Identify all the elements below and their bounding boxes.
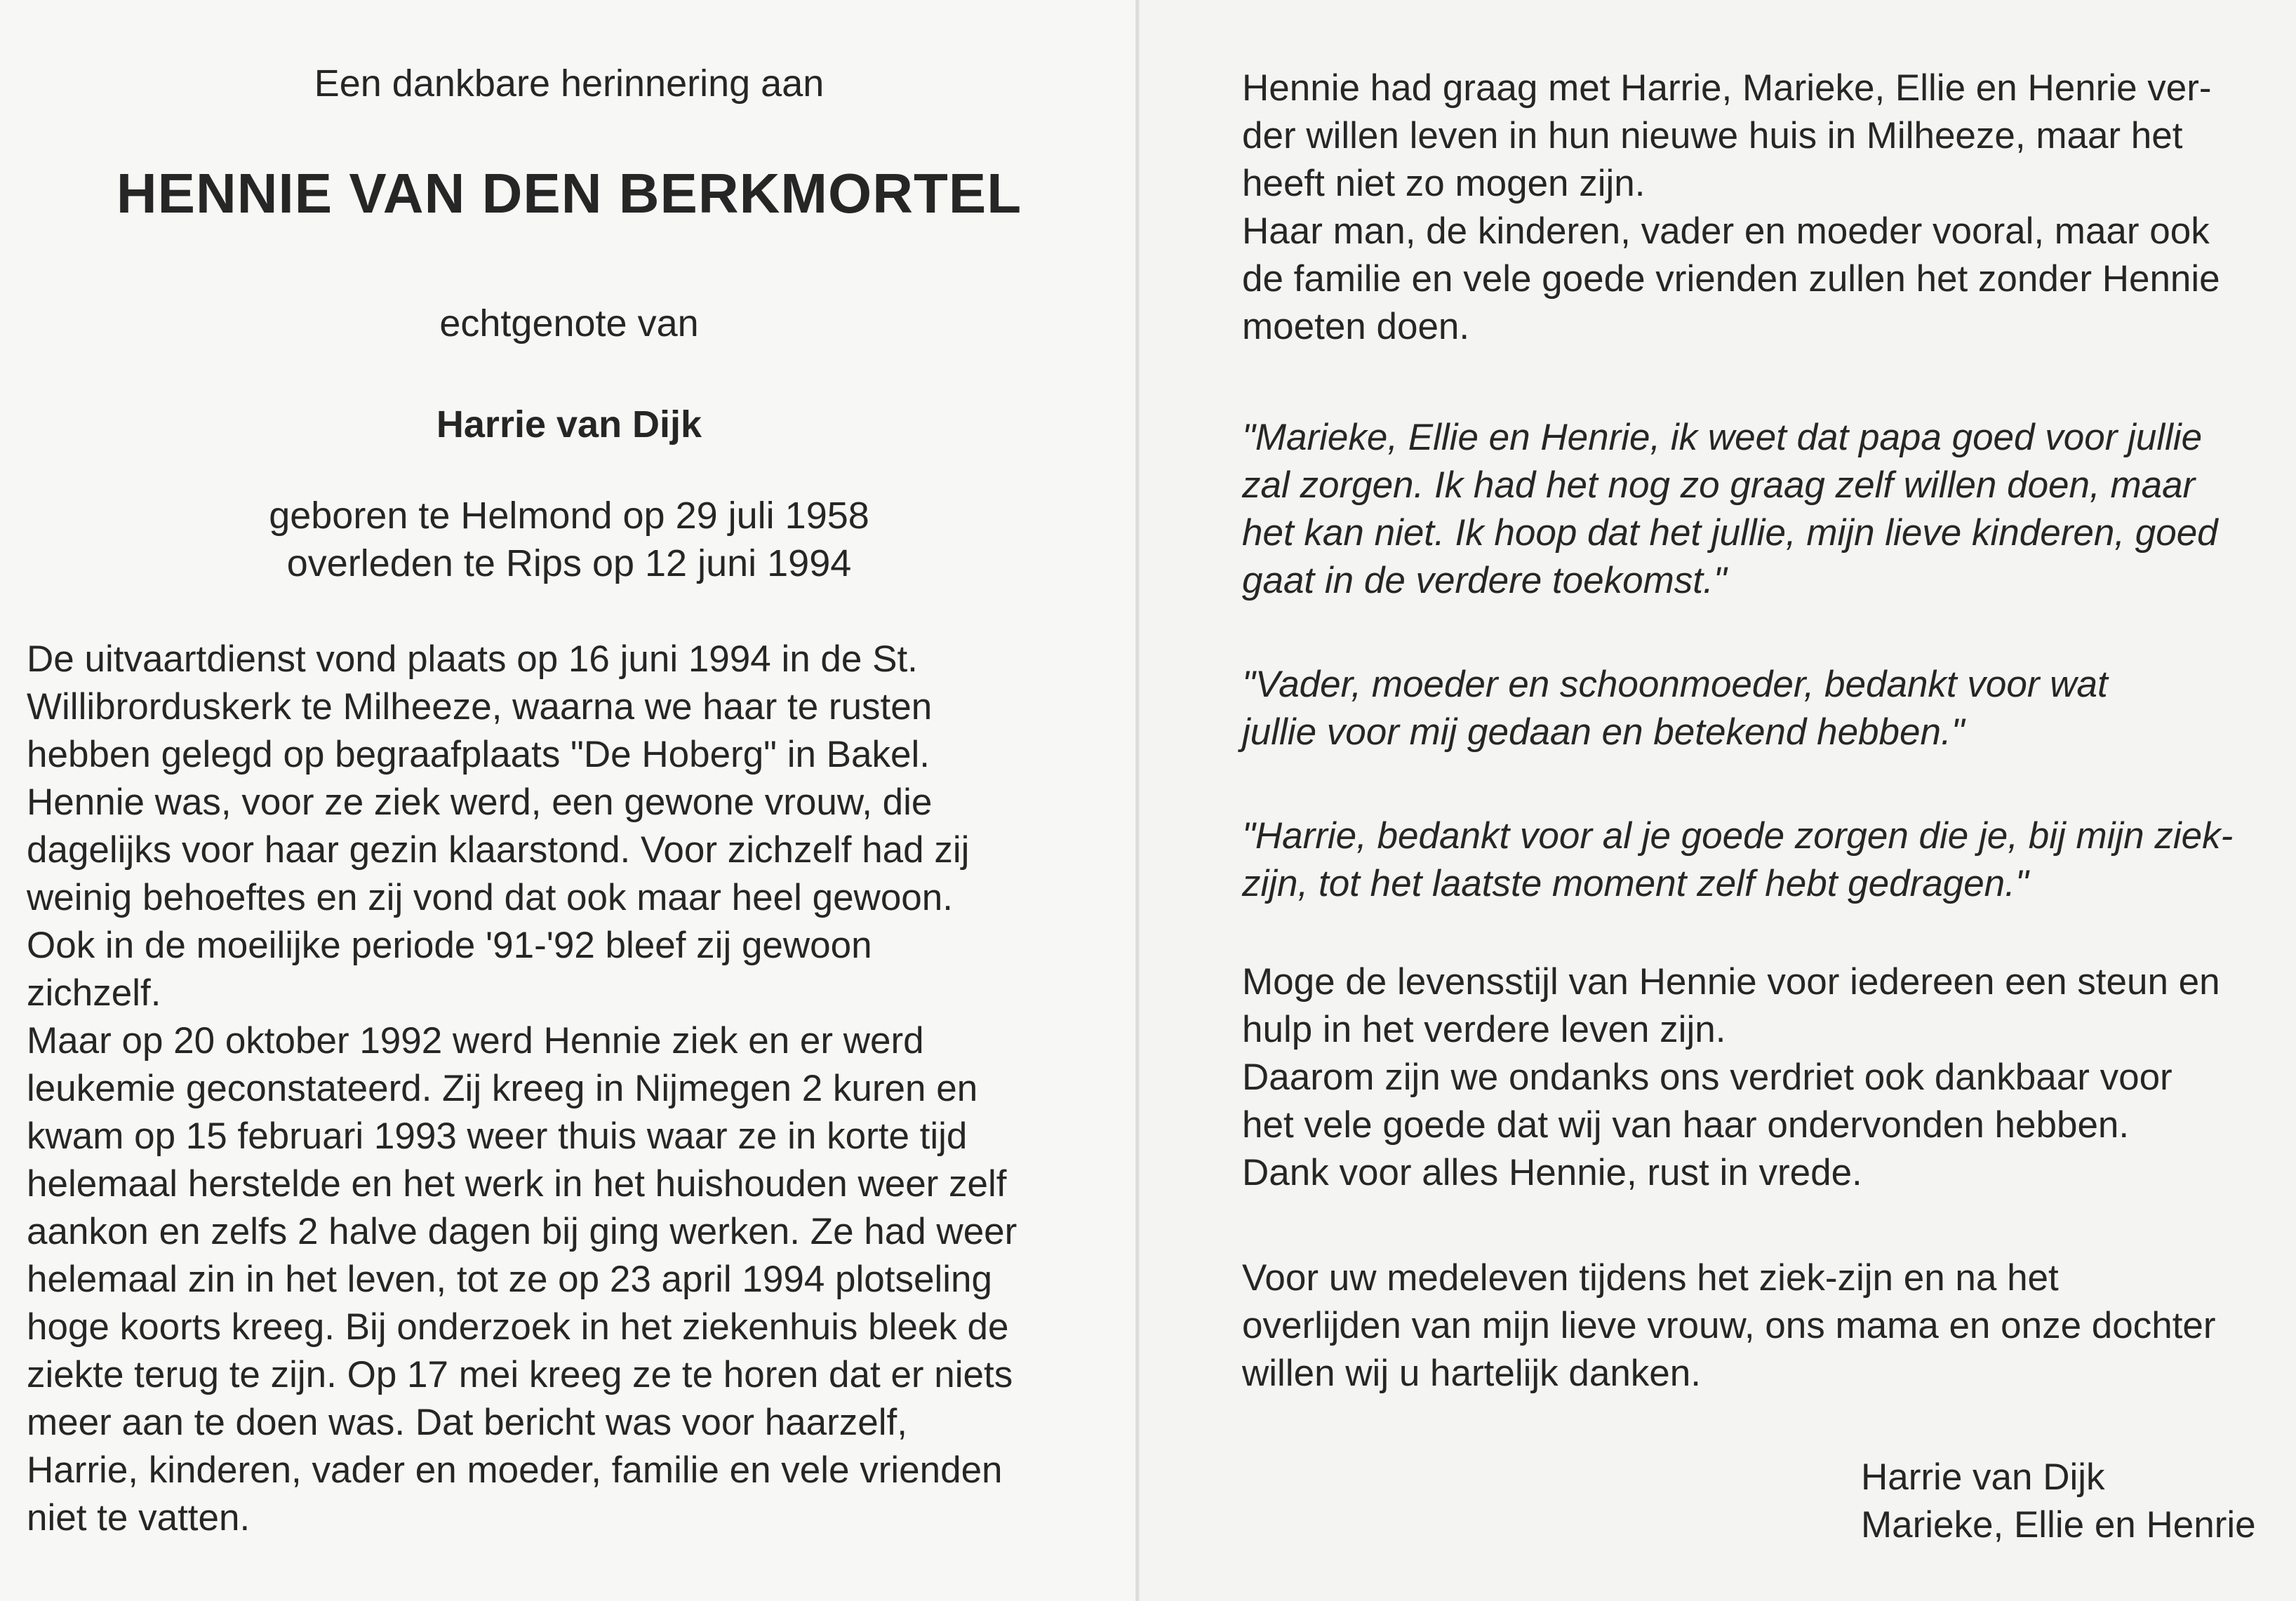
text-line: hoge koorts kreeg. Bij onderzoek in het ziekenhuis bleek de [27,1306,1009,1348]
text-line: Daarom zijn we ondanks ons verdriet ook dankbaar voor [1242,1057,2172,1098]
text-line: willen wij u hartelijk danken. [1242,1353,1701,1394]
biography-text [27,636,1017,1542]
text-line: "Harrie, bedankt voor al je goede zorgen die je, bij mijn ziek- [1242,815,2234,857]
paragraph-thanks [1242,1254,2216,1398]
text-line: Hennie had graag met Harrie, Marieke, Ellie en Henrie ver- [1242,67,2212,109]
text-line: Ook in de moeilijke periode '91-'92 bleef zij gewoon [27,925,872,966]
text-line: zichzelf. [27,972,161,1014]
text-line: der willen leven in hun nieuwe huis in Milheeze, maar het [1242,115,2183,156]
text-line: helemaal zin in het leven, tot ze op 23 april 1994 plotseling [27,1259,992,1300]
text-line: Maar op 20 oktober 1992 werd Hennie ziek en er werd [27,1020,924,1061]
signature [1861,1454,2256,1549]
death-line: overleden te Rips op 12 juni 1994 [286,542,852,584]
text-line: kwam op 15 februari 1993 weer thuis waar ze in korte tijd [27,1116,968,1157]
text-line: het kan niet. Ik hoop dat het jullie, mijn lieve kinderen, goed [1242,512,2218,554]
text-line: Harrie, kinderen, vader en moeder, familie en vele vrienden [27,1449,1003,1491]
text-line: ziekte terug te zijn. Op 17 mei kreeg ze te horen dat er niets [27,1354,1013,1395]
text-line: zal zorgen. Ik had het nog zo graag zelf willen doen, maar [1242,464,2196,506]
text-line: "Vader, moeder en schoonmoeder, bedankt voor wat [1242,664,2108,705]
text-line: meer aan te doen was. Dat bericht was voor haarzelf, [27,1402,907,1443]
birth-line: geboren te Helmond op 29 juli 1958 [269,495,869,537]
quote-children [1242,414,2218,605]
text-line: Willibrorduskerk te Milheeze, waarna we haar te rusten [27,686,933,728]
paragraph-closing [1242,958,2220,1197]
text-line: Dank voor alles Hennie, rust in vrede. [1242,1152,1862,1193]
text-line: gaat in de verdere toekomst." [1242,560,1727,601]
text-line: jullie voor mij gedaan en betekend hebben." [1242,711,1965,753]
spouse-name: Harrie van Dijk [436,403,702,446]
text-line: Haar man, de kinderen, vader en moeder vooral, maar ook [1242,210,2210,252]
text-line: overlijden van mijn lieve vrouw, ons mama en onze dochter [1242,1305,2216,1346]
text-line: aankon en zelfs 2 halve dagen bij ging werken. Ze had weer [27,1211,1017,1252]
text-line: hulp in het verdere leven zijn. [1242,1009,1726,1050]
text-line: de familie en vele goede vrienden zullen het zonder Hennie [1242,258,2220,300]
text-line: hebben gelegd op begraafplaats "De Hoberg" in Bakel. [27,734,930,775]
card-fold [1135,0,1140,1601]
text-line: niet te vatten. [27,1497,251,1539]
quote-parents [1242,661,2108,756]
text-line: het vele goede dat wij van haar ondervonden hebben. [1242,1104,2130,1146]
signature-line: Marieke, Ellie en Henrie [1861,1504,2256,1546]
text-line: helemaal herstelde en het werk in het huishouden weer zelf [27,1163,1007,1205]
spouse-label: echtgenote van [439,302,699,344]
intro-text: Een dankbare herinnering aan [314,62,825,105]
signature-line: Harrie van Dijk [1861,1456,2105,1498]
text-line: heeft niet zo mogen zijn. [1242,163,1646,204]
deceased-name: HENNIE VAN DEN BERKMORTEL [116,162,1022,225]
paragraph-family [1242,65,2220,351]
text-line: De uitvaartdienst vond plaats op 16 juni 1994 in de St. [27,638,918,680]
text-line: leukemie geconstateerd. Zij kreeg in Nijmegen 2 kuren en [27,1068,978,1109]
text-line: "Marieke, Ellie en Henrie, ik weet dat papa goed voor jullie [1242,417,2203,458]
text-line: weinig behoeftes en zij vond dat ook maar heel gewoon. [27,877,953,918]
text-line: Moge de levensstijl van Hennie voor iedereen een steun en [1242,961,2220,1003]
text-line: zijn, tot het laatste moment zelf hebt gedragen." [1242,863,2029,904]
text-line: moeten doen. [1242,306,1470,347]
text-line: dagelijks voor haar gezin klaarstond. Voor zichzelf had zij [27,829,970,871]
quote-husband [1242,812,2233,908]
text-line: Voor uw medeleven tijdens het ziek-zijn en na het [1242,1257,2059,1299]
text-line: Hennie was, voor ze ziek werd, een gewone vrouw, die [27,782,933,823]
